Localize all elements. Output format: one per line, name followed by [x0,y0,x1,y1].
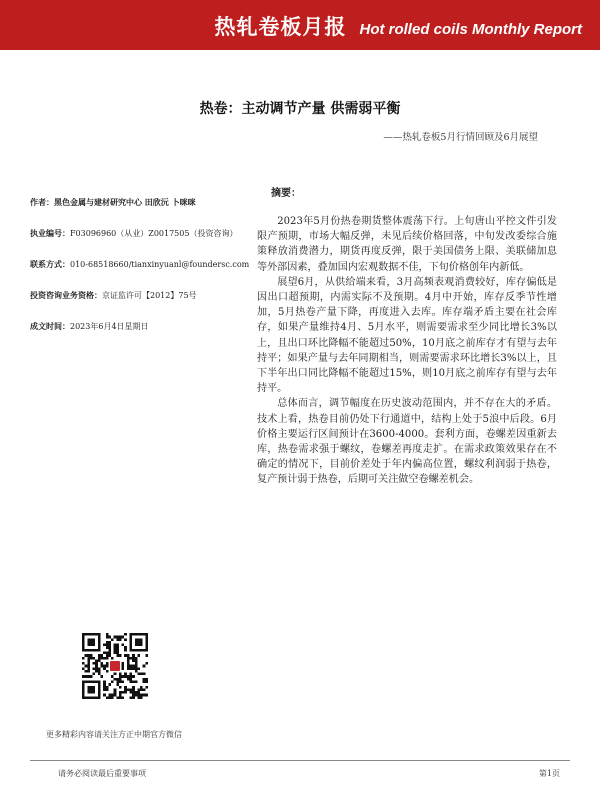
author-label: 作者： [30,198,54,207]
logo-icon [110,661,120,671]
page-number: 第1页 [538,769,560,778]
author-line [30,197,196,208]
summary-paragraph: 展望6月，从供给端来看，3月高频表观消费较好，库存偏低是因出口超预期，内需实际不及预期。4月中开始，库存反季节性增加，5月热卷产量下降，再度进入去库。库存端矛盾主要在社会库存，如果产量维持4月、5月水平，则需要需求至少同比增长3%以上，且出口环比降幅不能超过50%，10月底之前库存才有望与去年持平；如果产量与去年同期相当，则需要需求环比增长3%以上，且下半年出口同比降幅不能超过15%，则10月底之前库存有望与去年持平。 [257,276,557,395]
footer-disclaimer: 请务必阅读最后重要事项 [58,769,146,778]
license-label: 执业编号： [30,229,70,238]
date-line [30,321,149,332]
wechat-qr-code[interactable] [82,633,148,699]
banner-title-en: Hot rolled coils Monthly Report [359,21,582,38]
license-line [30,228,237,239]
date-value: 2023年6月4日星期日 [70,322,149,331]
contact-value: 010-68518660/tianxinyuanl@foundersc.com [70,260,250,269]
summary-body [257,214,557,488]
summary-paragraph: 总体而言，调节幅度在历史波动范围内，并不存在大的矛盾。技术上看，热卷目前仍处下行通道中，结构上处于5浪中后段。6月价格主要运行区间预计在3600-4000。套利方面，卷螺差因重新去库，热卷需求强于螺纹，卷螺差再度走扩。在需求政策效果存在不确定的情况下，目前价差处于年内偏高位置，螺纹利润弱于热卷，复产预计弱于热卷，后期可关注做空卷螺差机会。 [257,398,557,486]
contact-label: 联系方式： [30,260,70,269]
qualification-value: 京证监许可【2012】75号 [102,291,197,300]
summary-paragraph: 2023年5月份热卷期货整体震荡下行。上旬唐山平控文件引发限产预期，市场大幅反弹，未见后续价格回落，中旬发改委综合施策释放消费潜力，期货再度反弹，限于美国债务上限、美联储加息等外部因素，叠加国内宏观数据不佳，下旬价格创年内新低。 [257,216,557,273]
banner-title [214,11,582,41]
summary-label: 摘要： [271,188,301,199]
footer-divider [30,760,570,761]
qualification-label: 投资咨询业务资格： [30,291,102,300]
qualification-line [30,290,197,301]
banner-title-cn: 热轧卷板月报 [214,15,347,39]
date-label: 成文时间： [30,322,70,331]
qr-caption: 更多精彩内容请关注方正中期官方微信 [46,730,182,739]
author-value: 黑色金属与建材研究中心 田欣沅 卜咪咪 [54,198,196,207]
contact-line [30,259,249,270]
header-banner [0,0,600,50]
license-value: F03096960（从业）Z0017505（投资咨询） [70,229,238,238]
report-subtitle: ——热轧卷板5月行情回顾及6月展望 [383,132,538,143]
report-title: 热卷：主动调节产量 供需弱平衡 [199,101,401,117]
